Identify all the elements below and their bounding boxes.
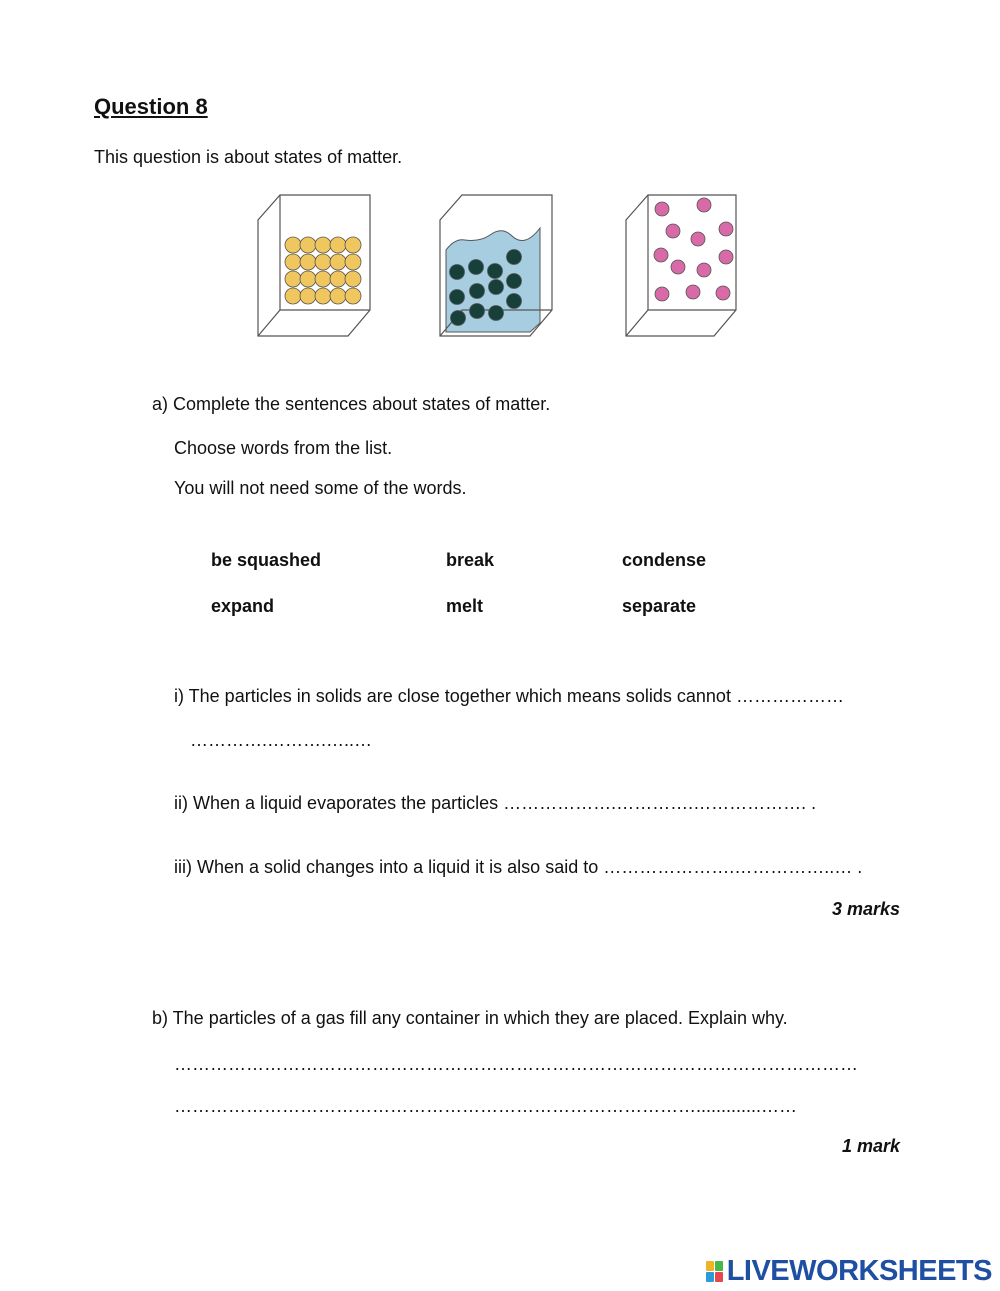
liquid-particle [450,265,465,280]
solid-particle [300,288,316,304]
word-option: be squashed [211,550,322,570]
word-option: expand [211,596,275,616]
word-option: melt [446,596,484,616]
question-intro: This question is about states of matter. [94,147,403,167]
solid-particle [330,288,346,304]
sentence-i-line-2: ………….……….…..… [190,730,373,750]
solid-particle [315,271,331,287]
solid-particle [345,237,361,253]
solid-particle [330,237,346,253]
solid-particle [285,254,301,270]
solid-particle [330,271,346,287]
liquid-particle [488,264,503,279]
sentence-ii: ii) When a liquid evaporates the particles ……………….………….………………. . [174,793,817,813]
solid-particle [345,271,361,287]
sentence-iii: iii) When a solid changes into a liquid it is also said to ………………….……………..… . [174,857,863,877]
liquid-particle [507,250,522,265]
part-a-instruction-1: Choose words from the list. [174,438,393,458]
gas-particle [671,260,685,274]
liquid-particle [469,260,484,275]
liveworksheets-logo[interactable] [706,1255,992,1288]
solid-particle [315,237,331,253]
liquid-particle [507,274,522,289]
states-of-matter-diagram [250,190,750,342]
liquid-particle [507,294,522,309]
word-option: separate [622,596,697,616]
solid-particle [315,288,331,304]
part-b-marks: 1 mark [841,1136,900,1156]
word-option: condense [622,550,707,570]
liquid-particle [470,284,485,299]
part-a-instruction-2: You will not need some of the words. [174,478,467,498]
liquid-particle [451,311,466,326]
solid-particles [285,237,361,304]
gas-particles [654,198,733,301]
part-a-prompt: a) Complete the sentences about states of matter. [152,394,551,414]
gas-particle [716,286,730,300]
solid-particle [300,254,316,270]
part-b-prompt: b) The particles of a gas fill any container in which they are placed. Explain why. [152,1008,788,1028]
liquid-particle [470,304,485,319]
logo-text: LIVEWORKSHEETS [726,1255,992,1287]
part-a-marks: 3 marks [831,899,900,919]
solid-particle [345,254,361,270]
solid-particle [345,288,361,304]
question-title: Question 8 [94,94,208,119]
gas-particle [655,287,669,301]
solid-particle [285,288,301,304]
gas-particle [719,250,733,264]
gas-particle [655,202,669,216]
gas-particle [697,198,711,212]
solid-particle [315,254,331,270]
liquid-particle [489,306,504,321]
solid-particle [300,271,316,287]
gas-particle [666,224,680,238]
gas-particle [654,248,668,262]
sentence-i-line-1: i) The particles in solids are close together which means solids cannot ……………… [174,686,844,706]
gas-particle [697,263,711,277]
solid-particle [285,237,301,253]
answer-line-2: …………………………………………………………………………….............…… [174,1096,798,1116]
logo-icon [706,1261,723,1282]
gas-particle [686,285,700,299]
solid-particle [330,254,346,270]
gas-particle [691,232,705,246]
gas-particle [719,222,733,236]
solid-particle [300,237,316,253]
answer-line-1: …………………………………………………………………………………………………… [174,1054,858,1074]
liquid-particle [450,290,465,305]
solid-particle [285,271,301,287]
word-option: break [446,550,495,570]
liquid-particle [489,280,504,295]
